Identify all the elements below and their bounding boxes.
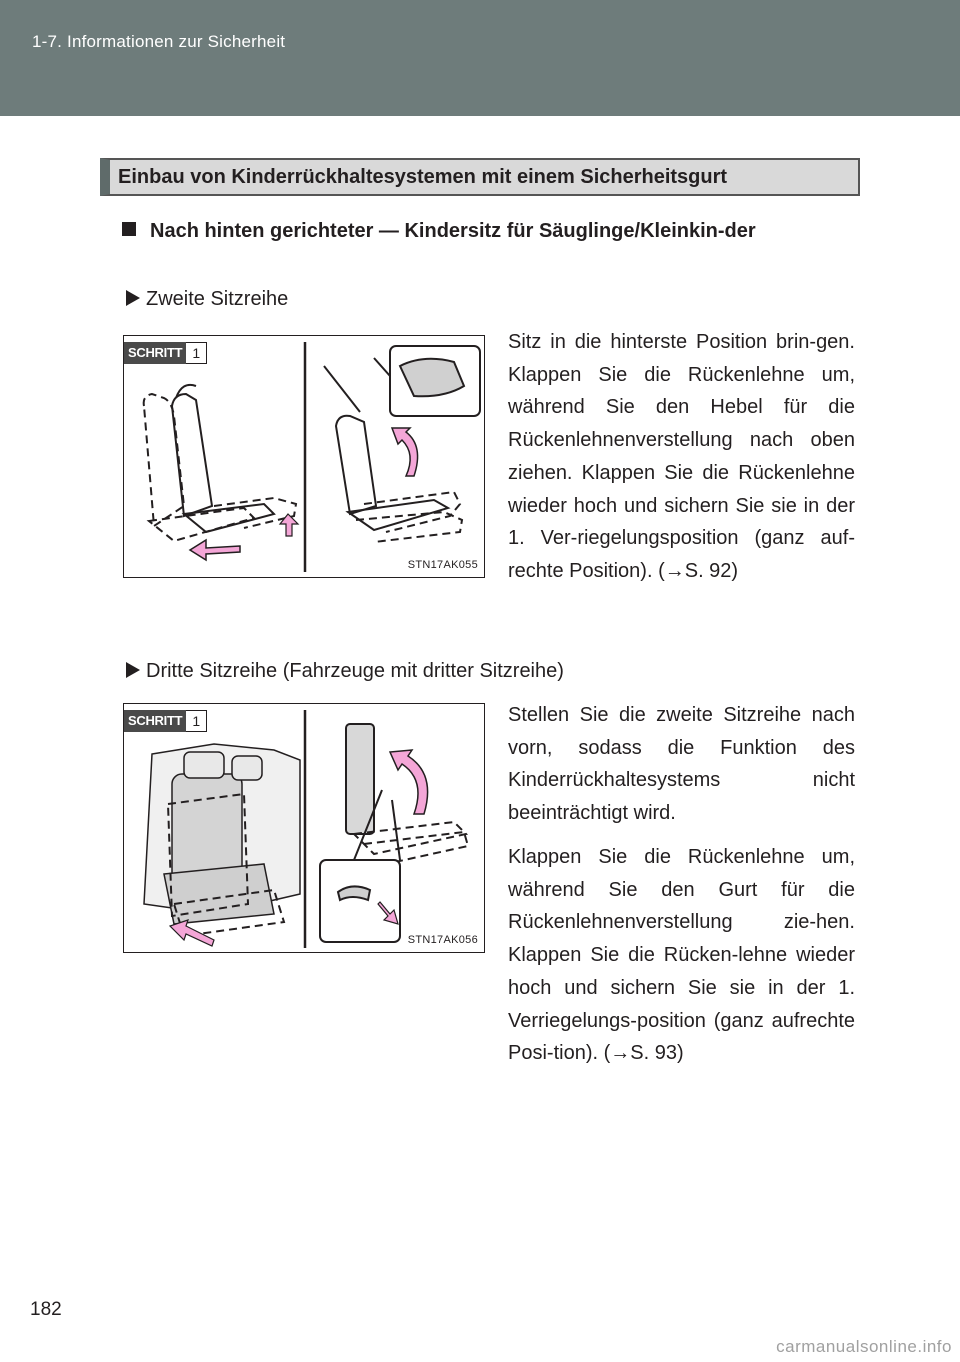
step-number: 1 [186, 710, 207, 732]
paragraph-third-row-2: Klappen Sie die Rückenlehne um, während Sie den Gurt für die Rückenlehnenverstellung zie-hen. Klappen Sie die Rücken-lehne wieder hoch und sichern Sie sie in der 1. Verriegelungs-position (ganz aufrechte Posi-tion). (→S. 93) [508, 846, 855, 1065]
step-label [124, 342, 207, 364]
seat-illustration [124, 336, 485, 578]
subhead-second-row-label: Zweite Sitzreihe [146, 288, 289, 310]
figure-third-row [123, 703, 485, 953]
figure-second-row [123, 335, 485, 578]
step-word: SCHRITT [124, 710, 186, 732]
header-title: 1-7. Informationen zur Sicherheit [32, 32, 286, 51]
triangle-bullet-icon [126, 290, 140, 306]
bullet-heading [122, 214, 858, 248]
step-word: SCHRITT [124, 342, 186, 364]
seat-illustration [124, 704, 485, 953]
bullet-text: Nach hinten gerichteter — Kindersitz für Säuglinge/Kleinkin-der [150, 220, 756, 242]
paragraph-second-row: Sitz in die hinterste Position brin-gen. Klappen Sie die Rückenlehne um, während Sie den Hebel für die Rückenlehnenverstellung nach oben ziehen. Klappen Sie die Rückenlehne wieder hoch und sichern Sie sie in der 1. Ver-riegelungsposition (ganz auf-rechte Position). (→S. 92) [508, 331, 855, 582]
subhead-second-row [126, 288, 288, 311]
subhead-third-row [126, 660, 564, 683]
watermark: carmanualsonline.info [776, 1337, 952, 1356]
header-band [0, 0, 960, 116]
curved-arrow-icon [392, 428, 418, 476]
square-bullet-icon [122, 222, 136, 236]
figure-code: STN17AK055 [407, 559, 478, 571]
arrow-left-icon [190, 540, 240, 560]
paragraph-third-row-1: Stellen Sie die zweite Sitzreihe nach vorn, sodass die Funktion des Kinderrückhaltesystems nicht beeinträchtigt wird. [508, 704, 855, 825]
page-number: 182 [30, 1299, 62, 1320]
figure-code: STN17AK056 [407, 934, 478, 946]
section-title: Einbau von Kinderrückhaltesystemen mit einem Sicherheitsgurt [100, 158, 860, 196]
curved-arrow-icon [390, 750, 428, 814]
step-number: 1 [186, 342, 207, 364]
arrow-up-icon [280, 514, 298, 536]
subhead-third-row-label: Dritte Sitzreihe (Fahrzeuge mit dritter Sitzreihe) [146, 660, 564, 682]
triangle-bullet-icon [126, 662, 140, 678]
step-label [124, 710, 207, 732]
